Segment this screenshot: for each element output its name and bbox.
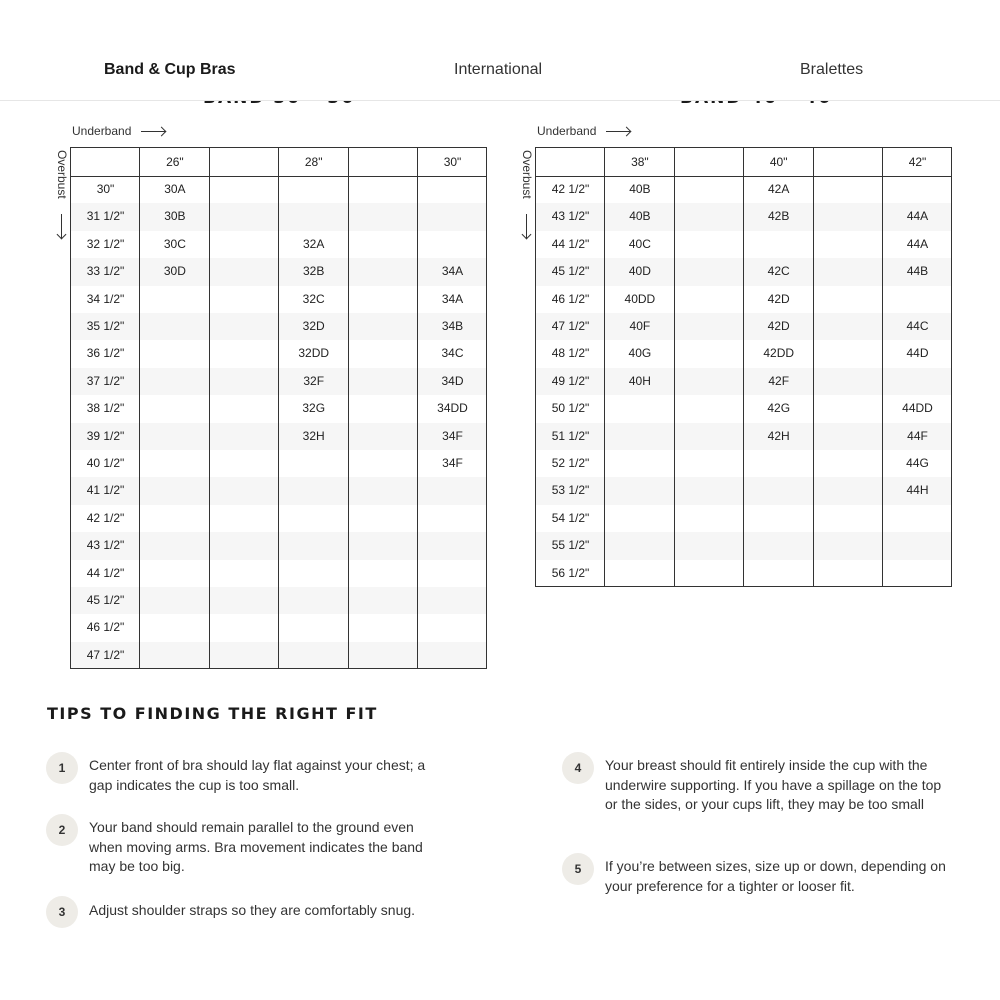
size-cell: 40DD [624, 291, 656, 306]
size-cell: 32H [302, 428, 325, 443]
size-cell: 44A [906, 236, 929, 251]
size-cell: 32A [303, 236, 325, 251]
underband-label-right: Underband [537, 124, 630, 138]
column-divider [417, 148, 418, 669]
row-header-overbust: 45 1/2" [86, 593, 125, 607]
row-header-overbust: 45 1/2" [551, 264, 590, 279]
size-cell: 34B [441, 319, 464, 333]
column-divider [348, 148, 349, 669]
arrow-down-icon [526, 214, 527, 238]
tip-number-badge: 1 [46, 752, 78, 784]
column-header: 38" [631, 155, 649, 169]
row-header-overbust: 46 1/2" [86, 620, 125, 635]
tips-title: TIPS TO FINDING THE RIGHT FIT [47, 704, 378, 723]
column-divider [139, 148, 140, 669]
size-cell: 40B [629, 182, 651, 196]
size-cell: 40F [629, 319, 651, 333]
row-header-overbust: 44 1/2" [86, 565, 125, 580]
arrow-right-icon [606, 131, 630, 132]
row-header-overbust: 34 1/2" [86, 291, 125, 306]
overbust-label-left: Overbust [55, 150, 69, 240]
size-cell: 42B [768, 209, 790, 224]
underband-label-left: Underband [72, 124, 165, 138]
size-cell: 32B [303, 264, 325, 279]
size-cell: 44DD [902, 401, 933, 416]
size-cell: 42F [768, 373, 790, 388]
size-table-band-40-46 [535, 147, 952, 587]
column-divider [486, 148, 487, 669]
row-header-overbust: 30" [96, 182, 115, 196]
size-cell: 42H [767, 428, 790, 443]
size-cell: 42D [767, 319, 790, 333]
size-cell: 44H [906, 483, 929, 498]
row-header-overbust: 44 1/2" [551, 236, 590, 251]
row-header-overbust: 38 1/2" [86, 401, 125, 416]
tip-text: Adjust shoulder straps so they are comfortably snug. [89, 902, 416, 918]
size-cell: 30C [163, 236, 186, 251]
row-header-overbust: 39 1/2" [86, 428, 125, 443]
tip-text: Center front of bra should lay flat against your chest; a gap indicates the cup is too small. [89, 757, 426, 793]
column-divider [813, 148, 814, 587]
size-cell: 30A [164, 182, 186, 196]
row-header-overbust: 56 1/2" [551, 565, 590, 580]
size-cell: 34A [441, 291, 464, 306]
row-header-overbust: 40 1/2" [86, 456, 125, 470]
table-bottom-border [71, 668, 487, 669]
column-header: 42" [908, 155, 927, 169]
tip-number-badge: 2 [46, 814, 78, 846]
size-cell: 32D [302, 319, 325, 333]
size-cell: 40G [628, 346, 652, 361]
column-divider [209, 148, 210, 669]
tab-international[interactable]: International [454, 61, 543, 78]
row-header-overbust: 49 1/2" [551, 373, 590, 388]
size-cell: 34F [442, 428, 463, 443]
size-table-band-30-36 [70, 147, 487, 669]
size-cell: 32C [302, 291, 325, 306]
size-cell: 30D [163, 264, 186, 279]
size-cell: 44D [906, 346, 929, 361]
column-divider [951, 148, 952, 587]
size-cell: 44A [906, 209, 929, 224]
size-cell: 34C [441, 346, 464, 361]
row-header-overbust: 42 1/2" [551, 182, 590, 196]
overbust-label-right: Overbust [520, 150, 534, 240]
row-header-overbust: 51 1/2" [551, 428, 590, 443]
size-cell: 44F [907, 428, 928, 443]
arrow-right-icon [141, 131, 165, 132]
size-cell: 42DD [763, 346, 795, 361]
row-header-overbust: 50 1/2" [551, 401, 590, 416]
column-divider [278, 148, 279, 669]
column-header: 26" [166, 155, 184, 169]
row-header-overbust: 47 1/2" [86, 647, 125, 662]
table-bottom-border [536, 586, 952, 587]
column-divider [882, 148, 883, 587]
size-cell: 32G [302, 401, 326, 416]
row-header-overbust: 37 1/2" [86, 373, 125, 388]
tip-text: Your breast should fit entirely inside the cup with the underwire supporting. If you have a spillage on the top or the sides, or your cups lift, they may be too small [605, 757, 942, 812]
column-divider [743, 148, 744, 587]
row-header-overbust: 53 1/2" [551, 483, 590, 498]
size-cell: 34D [441, 373, 464, 388]
tab-bar [0, 0, 1000, 101]
row-header-overbust: 52 1/2" [551, 456, 590, 470]
column-divider [604, 148, 605, 587]
size-cell: 40C [628, 236, 651, 251]
row-header-overbust: 35 1/2" [86, 319, 125, 333]
row-header-overbust: 32 1/2" [86, 236, 125, 251]
row-header-overbust: 46 1/2" [551, 291, 590, 306]
tip-text: Your band should remain parallel to the ground even when moving arms. Bra movement indicates the band may be too big. [89, 819, 423, 874]
size-cell: 44G [906, 456, 929, 470]
tip-number-badge: 5 [562, 853, 594, 885]
size-cell: 34F [442, 456, 463, 470]
size-cell: 42C [767, 264, 790, 279]
tab-bralettes[interactable]: Bralettes [800, 61, 864, 78]
size-cell: 42A [768, 182, 790, 196]
row-header-overbust: 48 1/2" [551, 346, 590, 361]
row-header-overbust: 55 1/2" [551, 538, 590, 553]
tip-text: If you’re between sizes, size up or down, depending on your preference for a tighter or looser fit. [605, 858, 946, 894]
size-cell: 40H [628, 373, 651, 388]
row-header-overbust: 47 1/2" [551, 319, 590, 333]
size-cell: 32F [303, 373, 325, 388]
size-cell: 32DD [298, 346, 330, 361]
row-header-overbust: 36 1/2" [86, 346, 125, 361]
tip-number-badge: 3 [46, 896, 78, 928]
row-header-overbust: 42 1/2" [86, 510, 125, 525]
tip-number-badge: 4 [562, 752, 594, 784]
tab-band-cup-bras[interactable]: Band & Cup Bras [104, 61, 236, 78]
size-cell: 42G [767, 401, 791, 416]
row-header-overbust: 31 1/2" [86, 209, 125, 224]
row-header-overbust: 33 1/2" [86, 264, 125, 279]
column-header: 30" [443, 155, 462, 169]
row-header-overbust: 43 1/2" [551, 209, 590, 224]
size-cell: 40B [629, 209, 651, 224]
arrow-down-icon [61, 214, 62, 238]
size-cell: 30B [164, 209, 186, 224]
size-cell: 34A [441, 264, 464, 279]
size-cell: 40D [628, 264, 651, 279]
row-header-overbust: 54 1/2" [551, 510, 590, 525]
row-header-overbust: 43 1/2" [86, 538, 125, 553]
row-header-overbust: 41 1/2" [86, 483, 125, 498]
column-header: 28" [304, 155, 323, 169]
column-divider [674, 148, 675, 587]
size-cell: 42D [767, 291, 790, 306]
size-cell: 34DD [437, 401, 468, 416]
column-header: 40" [769, 155, 788, 169]
size-cell: 44B [906, 264, 929, 279]
size-cell: 44C [906, 319, 929, 333]
